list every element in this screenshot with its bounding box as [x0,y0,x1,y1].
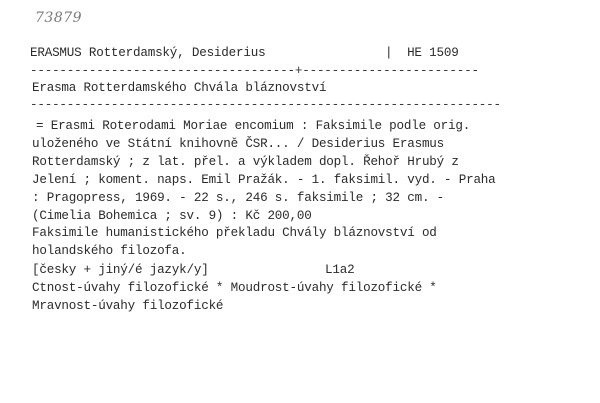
classification-code: L1a2 [325,263,355,277]
description-line: Jelení ; koment. naps. Emil Pražák. - 1. faksimil. vyd. - Praha [32,173,496,187]
author-heading: ERASMUS Rotterdamský, Desiderius [30,46,266,60]
call-number: | HE 1509 [385,46,459,60]
description-line: Rotterdamský ; z lat. přel. a výkladem dopl. Řehoř Hrubý z [32,155,459,169]
description-line: (Cimelia Bohemica ; sv. 9) : Kč 200,00 [32,209,312,223]
subject-line: Ctnost-úvahy filozofické * Moudrost-úvahy filozofické * [32,281,437,295]
note-line: Faksimile humanistického překladu Chvály bláznovství od [32,226,437,240]
description-line: uloženého ve Státní knihovně ČSR... / Desiderius Erasmus [32,137,445,151]
description-line: = Erasmi Roterodami Moriae encomium : Faksimile podle orig. [36,119,471,133]
handwritten-accession-number: 73879 [35,10,83,26]
language-note: [česky + jiný/é jazyk/y] [32,263,209,277]
note-line: holandského filozofa. [32,244,187,258]
separator-top: ------------------------------------+------------------------ [30,64,479,78]
title-heading: Erasma Rotterdamského Chvála bláznovství [32,81,327,95]
separator-mid: ---------------------------------------------------------------- [30,98,501,112]
subject-line: Mravnost-úvahy filozofické [32,299,224,313]
description-line: : Pragopress, 1969. - 22 s., 246 s. faksimile ; 32 cm. - [32,191,445,205]
